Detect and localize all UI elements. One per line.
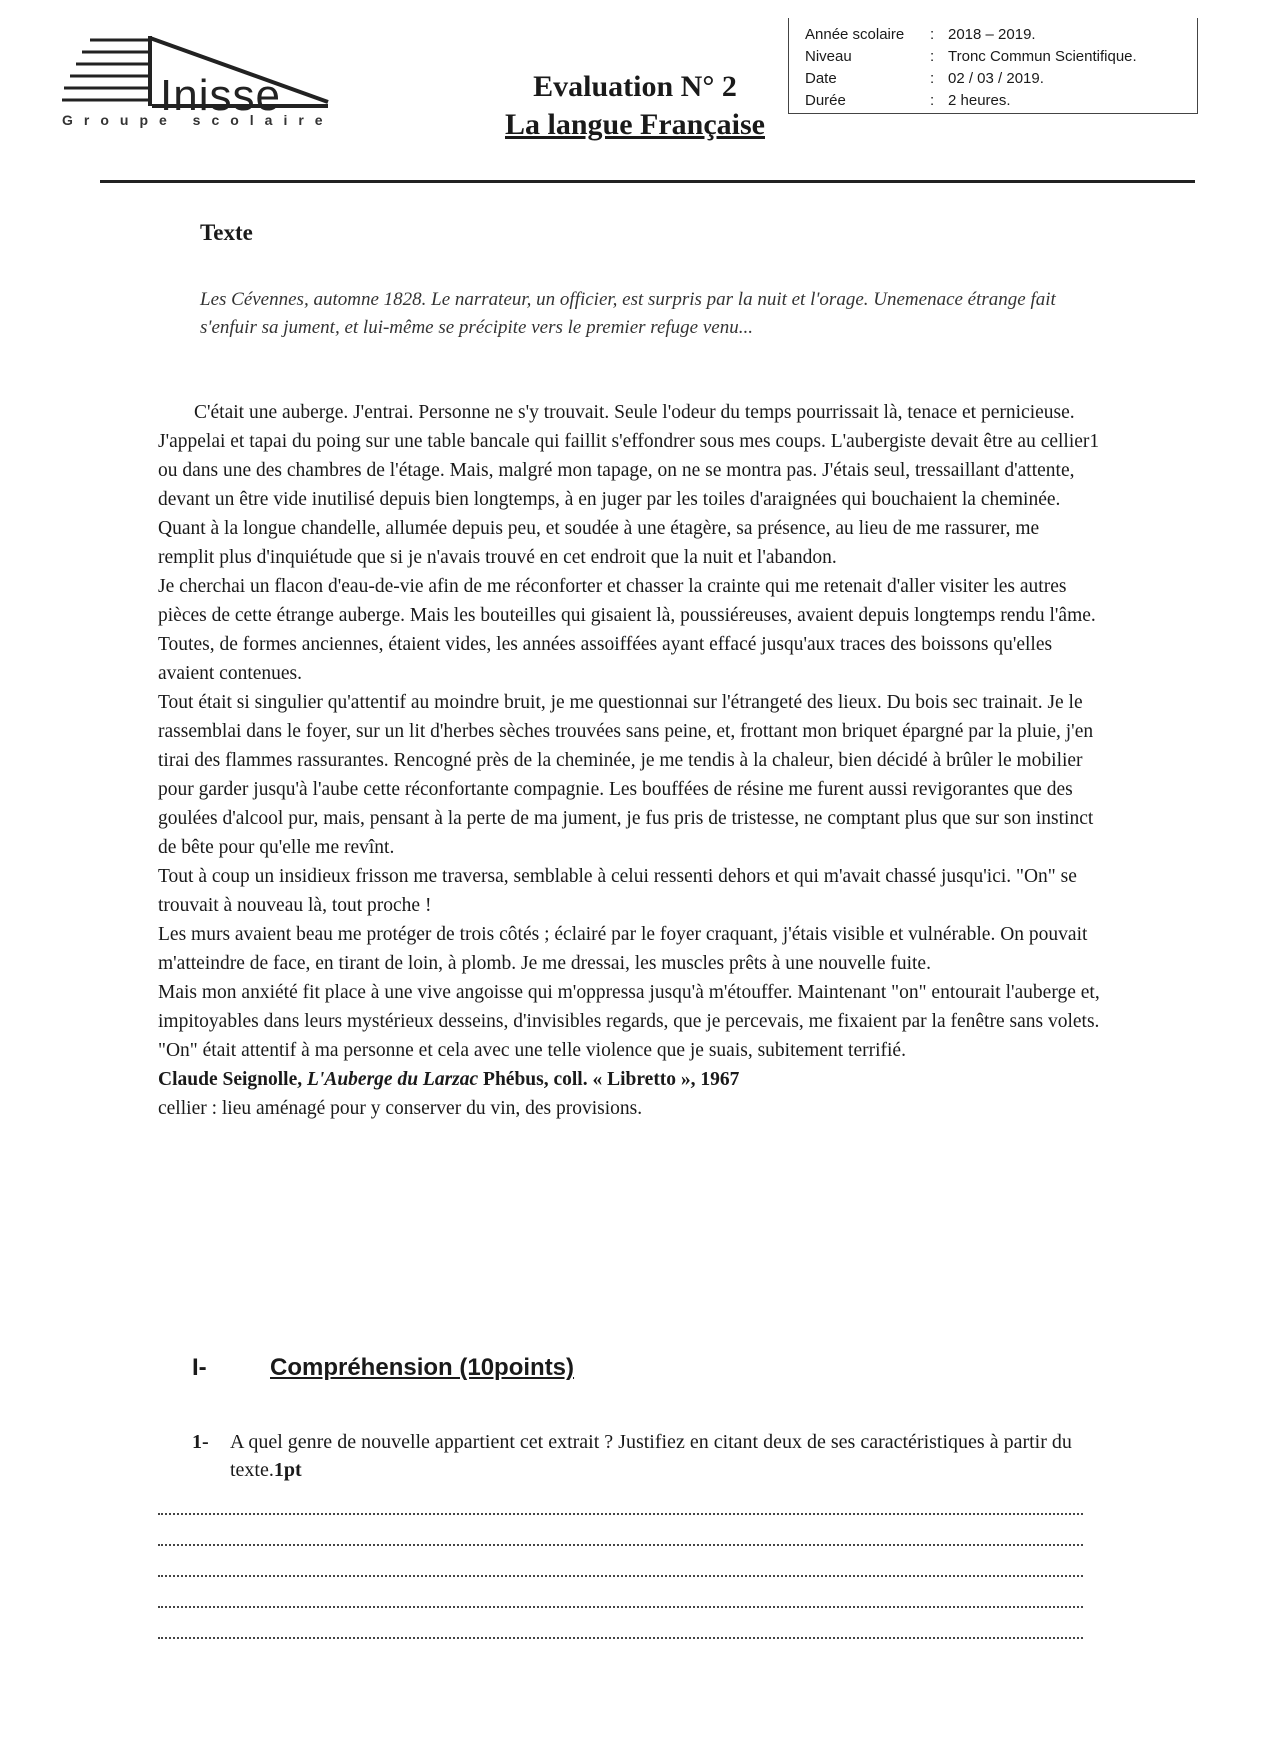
info-row: Date : 02 / 03 / 2019. <box>805 68 1044 90</box>
citation-work: L'Auberge du Larzac <box>306 1069 479 1090</box>
info-label: Année scolaire <box>805 26 905 43</box>
info-row: Année scolaire : 2018 – 2019. <box>805 24 1036 46</box>
passage-paragraph: Tout à coup un insidieux frisson me traversa, semblable à celui ressenti dehors et qui m'avait chassé jusqu'ici. "On" se trouvait à nouveau là, tout proche ! <box>158 866 1077 916</box>
passage-paragraph: Tout était si singulier qu'attentif au moindre bruit, je me questionnai sur l'étrangeté des lieux. Du bois sec trainait. Je le rassemblai dans le foyer, sur un lit d'herbes sèches trouvées sans peine, et, frottant mon briquet épargné par la pluie, j'en tirai des flammes rassurantes. Rencogné près de la cheminée, je me tendis à la chaleur, bien décidé à brûler le mobilier pour garder jusqu'à l'aube cette réconfortante compagnie. Les bouffées de résine me furent aussi revigorantes que des goulées d'alcool pur, mais, pensant à la perte de ma jument, je fus pris de tristesse, ne comptant plus que sur son instinct de bête pour qu'elle me revînt. <box>158 692 1094 858</box>
section-heading <box>192 1354 574 1382</box>
section-number: I- <box>192 1354 207 1381</box>
info-value: 2018 – 2019. <box>948 26 1036 43</box>
text-heading: Texte <box>200 220 253 245</box>
exam-title <box>470 68 800 144</box>
logo-subtitle: Groupe scolaire <box>62 112 334 128</box>
info-row: Niveau : Tronc Commun Scientifique. <box>805 46 1137 68</box>
question-text-block <box>230 1428 1092 1484</box>
answer-line[interactable] <box>158 1577 1083 1608</box>
answer-line[interactable] <box>158 1608 1083 1639</box>
footnote: cellier : lieu aménagé pour y conserver du vin, des provisions. <box>158 1098 643 1119</box>
question-number: 1- <box>192 1431 209 1453</box>
info-value: 2 heures. <box>948 92 1011 109</box>
passage-paragraph: C'était une auberge. J'entrai. Personne ne s'y trouvait. Seule l'odeur du temps pourrissait là, tenace et pernicieuse. J'appelai et tapai du poing sur une table bancale qui faillit s'effondrer sous mes coups. L'aubergiste devait être au cellier1 ou dans une des chambres de l'étage. Mais, malgré mon tapage, on ne se montra pas. J'étais seul, tressaillant d'attente, devant un être vide inutilisé depuis bien longtemps, à en juger par les toiles d'araignées qui bouchaient la cheminée. Quant à la longue chandelle, allumée depuis peu, et soudée à une étagère, sa présence, au lieu de me rassurer, me remplit plus d'inquiétude que si je n'avais trouvé en cet endroit que la nuit et l'abandon. <box>158 402 1100 568</box>
citation-publisher: Phébus, coll. « Libretto », 1967 <box>478 1069 740 1090</box>
logo-name: Inisse <box>160 71 281 120</box>
header-divider <box>100 180 1195 183</box>
citation-author: Claude Seignolle, <box>158 1069 307 1090</box>
info-value: Tronc Commun Scientifique. <box>948 48 1137 65</box>
school-logo <box>60 30 350 130</box>
passage-paragraph: Je cherchai un flacon d'eau-de-vie afin de me réconforter et chasser la crainte qui me retenait d'aller visiter les autres pièces de cette étrange auberge. Mais les bouteilles qui gisaient là, poussiéreuses, avaient depuis longtemps rendu l'âme. Toutes, de formes anciennes, étaient vides, les années assoiffées ayant effacé jusqu'aux traces des boissons qu'elles avaient contenues. <box>158 576 1096 684</box>
answer-line[interactable] <box>158 1515 1083 1546</box>
question-points: 1pt <box>273 1459 302 1481</box>
passage-paragraph: Mais mon anxiété fit place à une vive angoisse qui m'oppressa jusqu'à m'étouffer. Maintenant "on" entourait l'auberge et, impitoyables dans leurs mystérieux desseins, d'invisibles regards, que je percevais, me fixaient par la fenêtre sans volets. "On" était attentif à ma personne et cela avec une telle violence que je suais, subitement terrifié. <box>158 982 1100 1061</box>
exam-title-number: Evaluation N° 2 <box>533 70 737 103</box>
info-label: Niveau <box>805 48 852 65</box>
answer-line[interactable] <box>158 1546 1083 1577</box>
info-row: Durée : 2 heures. <box>805 90 1011 112</box>
info-label: Date <box>805 70 837 87</box>
source-citation <box>158 1065 1100 1094</box>
exam-title-subject: La langue Française <box>505 108 765 141</box>
answer-area[interactable] <box>158 1484 1083 1639</box>
text-introduction: Les Cévennes, automne 1828. Le narrateur, un officier, est surpris par la nuit et l'orage. Unemenace étrange fait s'enfuir sa jument, et lui-même se précipite vers le premier refuge venu... <box>200 289 1056 338</box>
exam-info-box <box>788 18 1198 114</box>
passage-paragraph: Les murs avaient beau me protéger de trois côtés ; éclairé par le foyer craquant, j'étais visible et vulnérable. On pouvait m'atteindre de face, en tirant de loin, à plomb. Je me dressai, les muscles prêts à une nouvelle fuite. <box>158 924 1088 974</box>
info-label: Durée <box>805 92 846 109</box>
question-1 <box>192 1428 1092 1484</box>
answer-line[interactable] <box>158 1484 1083 1515</box>
reading-passage <box>158 398 1100 1123</box>
question-text: A quel genre de nouvelle appartient cet extrait ? Justifiez en citant deux de ses caractéristiques à partir du texte. <box>230 1431 1072 1481</box>
info-value: 02 / 03 / 2019. <box>948 70 1044 87</box>
section-title: Compréhension (10points) <box>270 1354 575 1381</box>
